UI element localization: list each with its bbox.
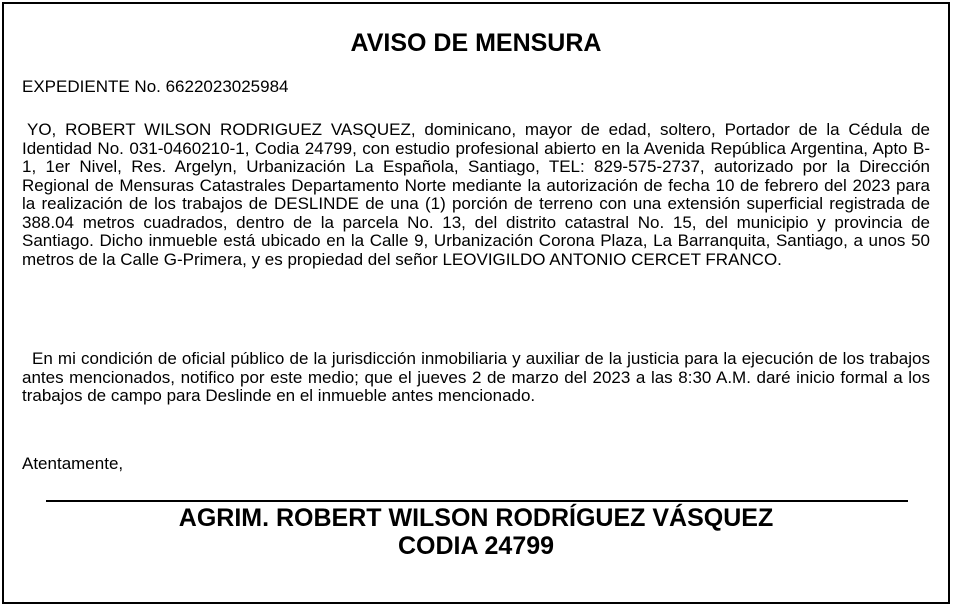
signer-codia: CODIA 24799 — [397, 532, 555, 560]
notice-paragraph-2: En mi condición de oficial público de la jurisdicción inmobiliaria y auxiliar de la justicia para la ejecución de los trabajos antes mencionados, notifico por este medio; que el jueves 2 de marzo del 2023 a las 8:30 A.M. daré inicio formal a los trabajos de campo para Deslinde en el inmueble antes mencionado. — [22, 349, 930, 405]
expediente-number: EXPEDIENTE No. 6622023025984 — [22, 77, 289, 96]
notice-frame — [2, 2, 950, 604]
signer-name: AGRIM. ROBERT WILSON RODRÍGUEZ VÁSQUEZ — [178, 504, 774, 532]
notice-title: AVISO DE MENSURA — [350, 29, 602, 57]
signer-block — [4, 504, 948, 560]
signature-line — [46, 500, 908, 502]
closing-salutation: Atentamente, — [22, 454, 124, 473]
notice-paragraph-1: YO, ROBERT WILSON RODRIGUEZ VASQUEZ, dominicano, mayor de edad, soltero, Portador de la Cédula de Identidad No. 031-0460210-1, Codia 24799, con estudio profesional abierto en la Avenida República Argentina, Apto B-1, 1er Nivel, Res. Argelyn, Urbanización La Española, Santiago, TEL: 829-575-2737, autorizado por la Dirección Regional de Mensuras Catastrales Departamento Norte mediante la autorización de fecha 10 de febrero del 2023 para la realización de los trabajos de DESLINDE de una (1) porción de terreno con una extensión superficial registrada de 388.04 metros cuadrados, dentro de la parcela No. 13, del distrito catastral No. 15, del municipio y provincia de Santiago. Dicho inmueble está ubicado en la Calle 9, Urbanización Corona Plaza, La Barranquita, Santiago, a unos 50 metros de la Calle G-Primera, y es propiedad del señor LEOVIGILDO ANTONIO CERCET FRANCO. — [22, 120, 930, 269]
